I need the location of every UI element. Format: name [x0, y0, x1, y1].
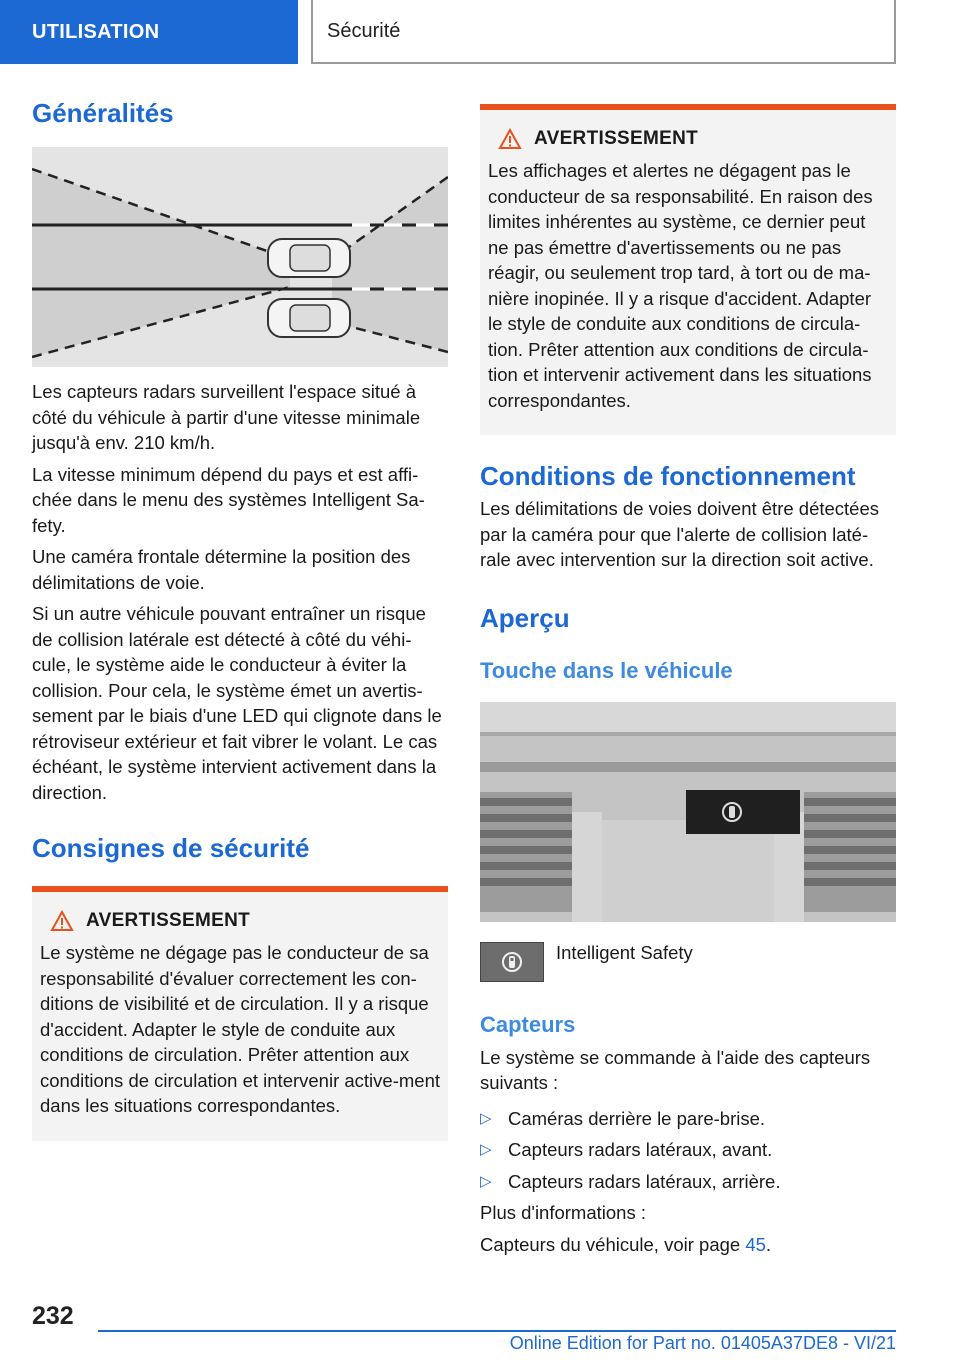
page-reference — [480, 1232, 896, 1258]
console-photo — [480, 702, 896, 922]
paragraph: Si un autre véhicule pouvant entraîner un risque de collision latérale est détecté à côté du véhi-cule, le système aide le conducteur à éviter la collision. Pour cela, le système émet un avertis-sement par le biais d'une LED qui clignote dans le rétroviseur extérieur et fait vibrer le volant. Le cas échéant, le système intervient activement dans la direction. — [32, 603, 442, 803]
air-vent-right — [804, 792, 896, 912]
list-item-text: Caméras derrière le pare-brise. — [508, 1107, 766, 1129]
paragraph: La vitesse minimum dépend du pays et est affi-chée dans le menu des systèmes Intelligent Sa-fety. — [32, 463, 425, 536]
conditions-heading: Conditions de fonctionnement — [480, 461, 856, 491]
reference-text: Capteurs du véhicule, voir page — [480, 1233, 746, 1255]
list-item-text: Capteurs radars latéraux, avant. — [508, 1139, 773, 1161]
button-legend — [480, 942, 896, 982]
paragraph: Les capteurs radars surveillent l'espace situé à côté du véhicule à partir d'une vitesse minimale jusqu'à env. 210 km/h. — [32, 381, 421, 454]
right-column — [480, 104, 896, 1263]
sensors-heading: Capteurs — [480, 1012, 576, 1038]
edition-info: Online Edition for Part no. 01405A37DE8 - VI/21 — [509, 1333, 896, 1353]
reference-end: . — [765, 1233, 772, 1255]
warning-text: Le système ne dégage pas le conducteur de sa responsabilité d'évaluer correctement les con-ditions de visibilité et de circulation. Il y a risque d'accident. Adapter le style de conduite aux conditions de circulation. Prêter attention aux conditions de circulation et intervenir active-ment dans les situations correspondantes. — [40, 942, 440, 1117]
warning-box — [480, 104, 896, 435]
air-vent-left — [480, 792, 572, 912]
footer-divider — [98, 1330, 896, 1332]
car-top-icon — [268, 299, 350, 337]
warning-label: AVERTISSEMENT — [86, 910, 251, 932]
car-top-icon — [268, 239, 350, 277]
triangle-bullet-icon: ▷ — [480, 1172, 492, 1190]
sensor-list — [480, 1106, 896, 1195]
conditions-text: Les délimitations de voies doivent être détectées par la caméra pour que l'alerte de collision laté-rale avec intervention sur la direction soit active. — [480, 498, 880, 571]
generalites-heading: Généralités — [32, 98, 174, 128]
list-item — [480, 1137, 896, 1163]
intelligent-safety-icon — [500, 950, 524, 974]
list-item-text: Capteurs radars latéraux, arrière. — [508, 1170, 781, 1192]
sensors-intro: Le système se commande à l'aide des capteurs suivants : — [480, 1046, 871, 1094]
lane-diagram-svg — [32, 147, 448, 367]
warning-title — [40, 910, 440, 932]
warning-triangle-icon — [498, 128, 522, 150]
safety-heading: Consignes de sécurité — [32, 833, 310, 864]
console-photo-svg — [480, 702, 896, 922]
warning-box — [32, 886, 448, 1141]
list-item — [480, 1106, 896, 1132]
overview-heading: Aperçu — [480, 602, 570, 633]
intelligent-safety-button[interactable] — [480, 942, 544, 982]
triangle-bullet-icon: ▷ — [480, 1141, 492, 1159]
chapter-label: UTILISATION — [32, 20, 160, 43]
page-number: 232 — [32, 1302, 74, 1330]
button-label: Intelligent Safety — [556, 942, 693, 964]
left-column — [32, 98, 448, 1141]
section-header — [311, 0, 896, 64]
button-heading: Touche dans le véhicule — [480, 657, 733, 683]
chapter-tab[interactable] — [0, 0, 298, 64]
paragraph: Une caméra frontale détermine la position des délimitations de voie. — [32, 546, 411, 593]
warning-text: Les affichages et alertes ne dégagent pas le conducteur de sa responsabilité. En raison des limites inhérentes au système, ce dernier peut ne pas émettre d'avertissements ou ne pas réagir, ou seulement trop tard, à tort ou de ma-nière inopinée. Il y a risque d'accident. Adapter le style de conduite aux conditions de circula-tion. Prêter attention aux conditions de circula-tion et intervenir activement dans les situations correspondantes. — [488, 160, 873, 411]
section-label: Sécurité — [327, 19, 401, 42]
warning-label: AVERTISSEMENT — [534, 128, 699, 149]
page-link[interactable]: 45 — [745, 1233, 766, 1255]
warning-triangle-icon — [50, 910, 74, 932]
more-info: Plus d'informations : — [480, 1202, 646, 1224]
list-item — [480, 1169, 896, 1195]
triangle-bullet-icon: ▷ — [480, 1109, 492, 1127]
lane-diagram — [32, 147, 448, 367]
warning-title — [488, 128, 888, 150]
